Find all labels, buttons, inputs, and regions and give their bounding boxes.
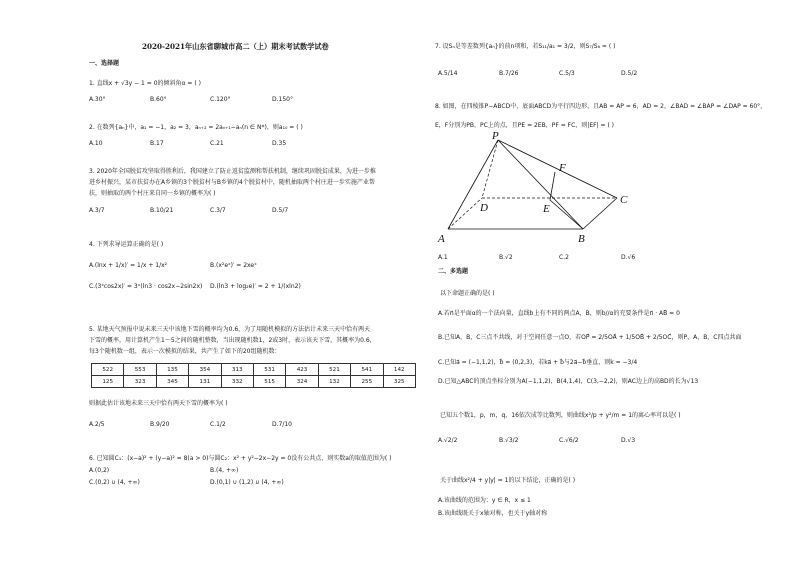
question-11: 关于曲线x²/4 + y|y| = 1的以下结论，正确的是( ) bbox=[440, 477, 576, 484]
q5-option-c: C.1/2 bbox=[210, 421, 226, 428]
table-cell: 531 bbox=[253, 364, 285, 376]
q9-option-c: C.已知a⃗ = (−1,1,2)，b⃗ = (0,2,3)，若ka⃗ + b⃗与2a⃗−b⃗垂直，则k = −3/4 bbox=[438, 359, 638, 366]
section-multi-choice: 二、多选题 bbox=[438, 268, 469, 275]
q8-option-d: D.√6 bbox=[621, 254, 636, 261]
q8-option-c: C.2 bbox=[559, 254, 569, 261]
q8-option-a: A.1 bbox=[438, 254, 448, 261]
edge-bc bbox=[583, 198, 617, 229]
question-9: 以下命题正确的是( ) bbox=[440, 290, 495, 297]
table-cell: 553 bbox=[124, 364, 156, 376]
q1-option-c: C.120° bbox=[210, 96, 231, 103]
q11-option-a: A.该曲线的范围为：y ∈ R，x ≤ 1 bbox=[438, 497, 531, 504]
edge-pb bbox=[498, 140, 583, 229]
table-cell: 135 bbox=[156, 364, 188, 376]
pyramid-figure bbox=[435, 128, 635, 250]
q6-option-b: B.(4, +∞) bbox=[210, 467, 239, 474]
label-b: B bbox=[578, 233, 585, 245]
q9-option-d: D.已知△ABC的顶点坐标分别为A(−1,1,2)，B(4,1,4)，C(3,−2,2)，则AC边上的高BD的长为√13 bbox=[438, 378, 699, 385]
question-5-line-1: 5. 某地天气预报中说未来三天中该地下雪的概率均为0.6，为了用随机模拟的方法估计未来三天中恰有两天 bbox=[89, 326, 371, 333]
segment-ef bbox=[550, 172, 555, 200]
edge-pd bbox=[482, 140, 498, 198]
q2-option-d: D.35 bbox=[272, 140, 287, 147]
edge-pc bbox=[498, 140, 617, 198]
table-row bbox=[92, 364, 416, 376]
table-cell: 125 bbox=[92, 376, 124, 388]
q5-option-a: A.2/5 bbox=[89, 421, 105, 428]
right-column bbox=[435, 0, 794, 562]
left-column bbox=[86, 0, 416, 562]
q7-option-a: A.5/14 bbox=[438, 70, 458, 77]
q4-option-a: A.(lnx + 1/x)′ = 1/x + 1/x² bbox=[89, 262, 168, 269]
q4-option-c: C.(3ˣcos2x)′ = 3ˣ(ln3 · cos2x−2sin2x) bbox=[89, 283, 203, 290]
q2-option-a: A.10 bbox=[89, 140, 103, 147]
q8-option-b: B.√2 bbox=[499, 254, 513, 261]
question-10: 已知五个数1，p，m，q，16依次成等比数列，则曲线x²/p + y²/m = 1的离心率可以是( ) bbox=[440, 412, 681, 419]
question-6: 6. 已知圆C₁：(x−a)² + (y−a)² = 8(a > 0)与圆C₂：x² + y²−2x−2y = 0没有公共点，则实数a的取值范围为( ) bbox=[89, 455, 392, 462]
table-cell: 521 bbox=[318, 364, 350, 376]
q6-option-d: D.(0,1) ∪ (1,2) ∪ (4, +∞) bbox=[210, 479, 284, 486]
q3-option-a: A.3/7 bbox=[89, 207, 105, 214]
label-e: E bbox=[543, 203, 550, 215]
table-cell: 325 bbox=[383, 376, 415, 388]
table-row bbox=[92, 376, 416, 388]
question-1: 1. 直线x + √3y − 1 = 0的倾斜角α = ( ) bbox=[89, 80, 201, 87]
q10-option-c: C.√6/2 bbox=[559, 437, 579, 444]
table-cell: 132 bbox=[318, 376, 350, 388]
table-cell: 324 bbox=[286, 376, 318, 388]
q1-option-b: B.60° bbox=[150, 96, 167, 103]
table-cell: 354 bbox=[189, 364, 221, 376]
question-4: 4. 下列求导运算正确的是( ) bbox=[89, 241, 164, 248]
q3-option-d: D.5/7 bbox=[272, 207, 289, 214]
question-3-line-2: 进乡村振兴，某市扶贫办在A乡镇的3个脱贫村与B乡镇的4个脱贫村中，随机抽取两个村庄进一步实施产业帮 bbox=[89, 179, 375, 186]
question-2: 2. 在数列{aₙ}中，a₁ = −1，a₂ = 3，aₙ₊₂ = 2aₙ₊₁−aₙ(n ∈ N*)，则a₁₀ = ( ) bbox=[89, 124, 303, 131]
q5-option-d: D.7/10 bbox=[272, 421, 293, 428]
edge-pa bbox=[448, 140, 498, 229]
table-cell: 142 bbox=[383, 364, 415, 376]
label-d: D bbox=[480, 202, 488, 214]
q3-option-c: C.3/7 bbox=[210, 207, 226, 214]
q3-option-b: B.10/21 bbox=[150, 207, 174, 214]
q4-option-b: B.(x²eˣ)′ = 2xeˣ bbox=[210, 262, 257, 269]
table-cell: 423 bbox=[286, 364, 318, 376]
table-cell: 522 bbox=[92, 364, 124, 376]
table-cell: 131 bbox=[189, 376, 221, 388]
question-3-line-3: 扶，则抽取的两个村庄来自同一乡镇的概率为( ) bbox=[89, 190, 216, 197]
edge-ad bbox=[448, 198, 482, 229]
table-cell: 313 bbox=[221, 364, 253, 376]
question-5-line-2: 下雪的概率，用计算机产生1～5之间的随机整数，当出现随机数1，2或3时，表示该天下雪，其概率为0.6， bbox=[89, 337, 376, 344]
table-cell: 323 bbox=[124, 376, 156, 388]
segment-eb bbox=[550, 200, 583, 229]
question-8-line-2: E，F分别为PB，PC上的点，且PE = 2EB，PF = FC，则|EF| = ( ) bbox=[435, 122, 615, 129]
q6-option-c: C.(0,2) ∪ (4, +∞) bbox=[89, 479, 140, 486]
q2-option-c: C.21 bbox=[210, 140, 224, 147]
q7-option-d: D.5/2 bbox=[621, 70, 638, 77]
label-f: F bbox=[559, 162, 566, 174]
question-8-line-1: 8. 如图，在四棱锥P−ABCD中，底面ABCD为平行四边形，且AB = AP = 6，AD = 2，∠BAD = ∠BAP = ∠DAP = 60°， bbox=[435, 103, 767, 110]
label-c: C bbox=[620, 194, 628, 206]
q5-option-b: B.9/20 bbox=[150, 421, 170, 428]
question-3-line-1: 3. 2020年全国脱贫攻坚取得胜利后，我国建立了防止返贫监测和帮扶机制，继续巩固脱贫成果，为进一步推 bbox=[89, 168, 376, 175]
question-5-prompt: 则据此估计该地未来三天中恰有两天下雪的概率为( ) bbox=[89, 400, 228, 407]
q9-option-a: A.若n⃗是平面α的一个法向量，直线b上有不同的两点A，B，则b//α的充要条件是n⃗ · AB⃗ = 0 bbox=[438, 310, 680, 317]
q11-option-b: B.该曲线既关于x轴对称，也关于y轴对称 bbox=[438, 510, 548, 517]
question-7: 7. 设Sₙ是等差数列{aₙ}的前n项和，若S₁₁/a₁ = 3/2，则S₇/S₆ = ( ) bbox=[435, 43, 616, 50]
table-cell: 255 bbox=[351, 376, 383, 388]
document-title: 2020-2021年山东省聊城市高二（上）期末考试数学试卷 bbox=[142, 42, 329, 51]
q1-option-a: A.30° bbox=[89, 96, 106, 103]
q10-option-d: D.√3 bbox=[621, 437, 636, 444]
table-cell: 345 bbox=[156, 376, 188, 388]
label-a: A bbox=[438, 233, 445, 245]
q9-option-b: B.已知A，B，C三点不共线，对于空间任意一点O，若OP⃗ = 2/5OA⃗ + 1/5OB⃗ + 2/5OC⃗，则P，A，B，C四点共面 bbox=[438, 334, 742, 341]
question-5-line-3: 每3个随机数一组，表示一次模拟的结果，共产生了如下的20组随机数： bbox=[89, 348, 281, 355]
table-cell: 515 bbox=[253, 376, 285, 388]
q7-option-b: B.7/26 bbox=[499, 70, 519, 77]
q10-option-a: A.√2/2 bbox=[438, 437, 458, 444]
random-number-table bbox=[91, 363, 416, 388]
label-p: P bbox=[492, 130, 499, 142]
section-single-choice: 一、选择题 bbox=[89, 60, 120, 67]
q4-option-d: D.(ln3 + log₂e)′ = 2 + 1/(xln2) bbox=[210, 283, 301, 290]
q6-option-a: A.(0,2) bbox=[89, 467, 110, 474]
q7-option-c: C.5/3 bbox=[559, 70, 575, 77]
q1-option-d: D.150° bbox=[272, 96, 293, 103]
q10-option-b: B.√3/2 bbox=[499, 437, 519, 444]
table-cell: 332 bbox=[221, 376, 253, 388]
q2-option-b: B.17 bbox=[150, 140, 164, 147]
table-cell: 541 bbox=[351, 364, 383, 376]
